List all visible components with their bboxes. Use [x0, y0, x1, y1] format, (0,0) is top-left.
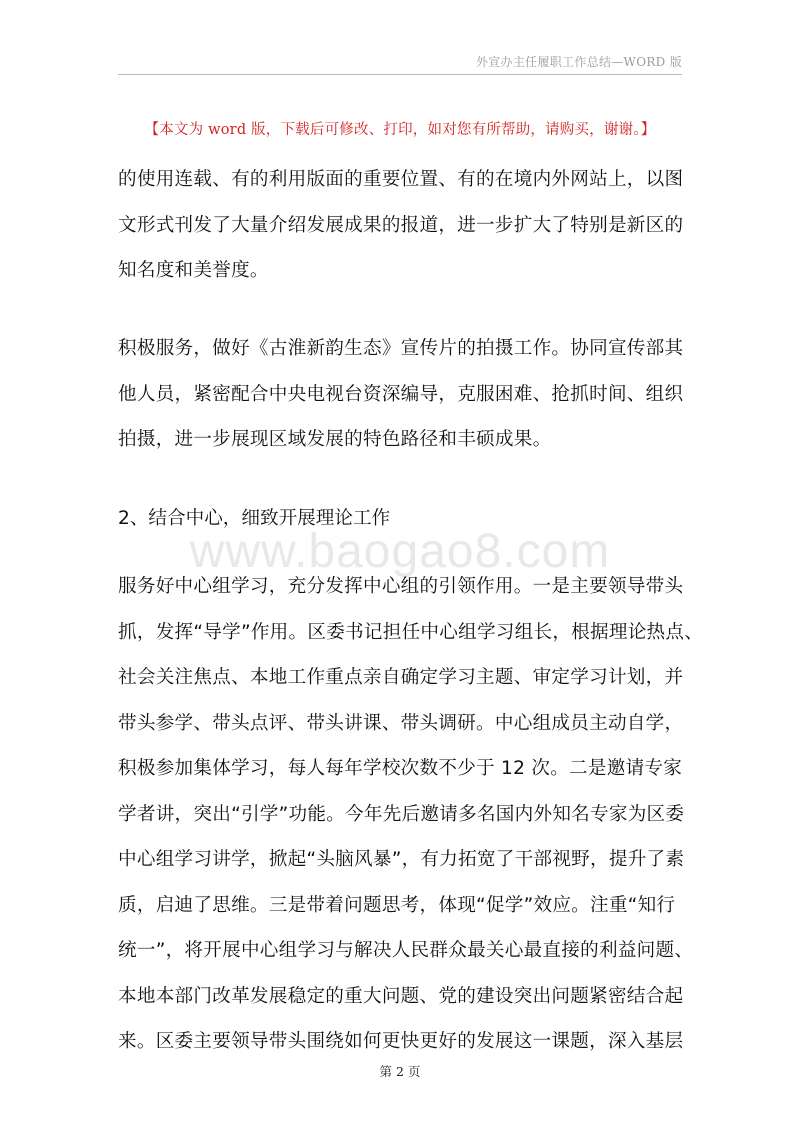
paragraph-promo-film	[118, 326, 690, 463]
text-line: 文形式刊发了大量介绍发展成果的报道，进一步扩大了特别是新区的	[118, 214, 684, 236]
text-line: 质，启迪了思维。三是带着问题思考，体现“促学”效应。注重“知行	[118, 894, 676, 916]
text-line: 服务好中心组学习，充分发挥中心组的引领作用。一是主要领导带头	[118, 576, 684, 597]
text-line: 中心组学习讲学，掀起“头脑风暴”，有力拓宽了干部视野，提升了素	[118, 849, 685, 870]
running-header: 外宣办主任履职工作总结—WORD 版	[475, 55, 682, 69]
text-line: 统一”，将开展中心组学习与解决人民群众最关心最直接的利益问题、	[118, 940, 694, 961]
text-line: 社会关注焦点、本地工作重点亲自确定学习主题、审定学习计划，并	[118, 667, 684, 688]
text-line: 来。区委主要领导带头围绕如何更快更好的发展这一课题，深入基层	[118, 1031, 684, 1052]
watermark: www.baogao8.com	[189, 525, 611, 578]
text-line: 他人员，紧密配合中央电视台资深编导，克服困难、抢抓时间、组织	[118, 383, 684, 405]
paragraph-publicity-results	[118, 157, 690, 294]
text-line: 积极参加集体学习，每人每年学校次数不少于 12 次。二是邀请专家	[118, 758, 683, 779]
text-line: 学者讲，突出“引学”功能。今年先后邀请多名国内外知名专家为区委	[118, 803, 685, 825]
text-line: 本地本部门改革发展稳定的重大问题、党的建设突出问题紧密结合起	[118, 985, 684, 1007]
purchase-notice: 【本文为 word 版，下载后可修改、打印，如对您有所帮助，请购买，谢谢。】	[144, 122, 656, 138]
text-line: 知名度和美誉度。	[118, 260, 269, 281]
header-divider	[118, 74, 682, 75]
text-line: 积极服务，做好《古淮新韵生态》宣传片的拍摄工作。协同宣传部其	[118, 338, 684, 359]
section-heading: 2、结合中心，细致开展理论工作	[118, 508, 391, 529]
text-line: 抓，发挥“导学”作用。区委书记担任中心组学习组长，根据理论热点、	[118, 621, 704, 643]
text-line: 拍摄，进一步展现区域发展的特色路径和丰硕成果。	[118, 429, 552, 450]
page-number: 第 2 页	[379, 1064, 421, 1079]
text-line: 的使用连载、有的利用版面的重要位置、有的在境内外网站上，以图	[118, 169, 684, 190]
paragraph-theory-study	[118, 564, 704, 1065]
text-line: 带头参学、带头点评、带头讲课、带头调研。中心组成员主动自学，	[118, 712, 684, 734]
